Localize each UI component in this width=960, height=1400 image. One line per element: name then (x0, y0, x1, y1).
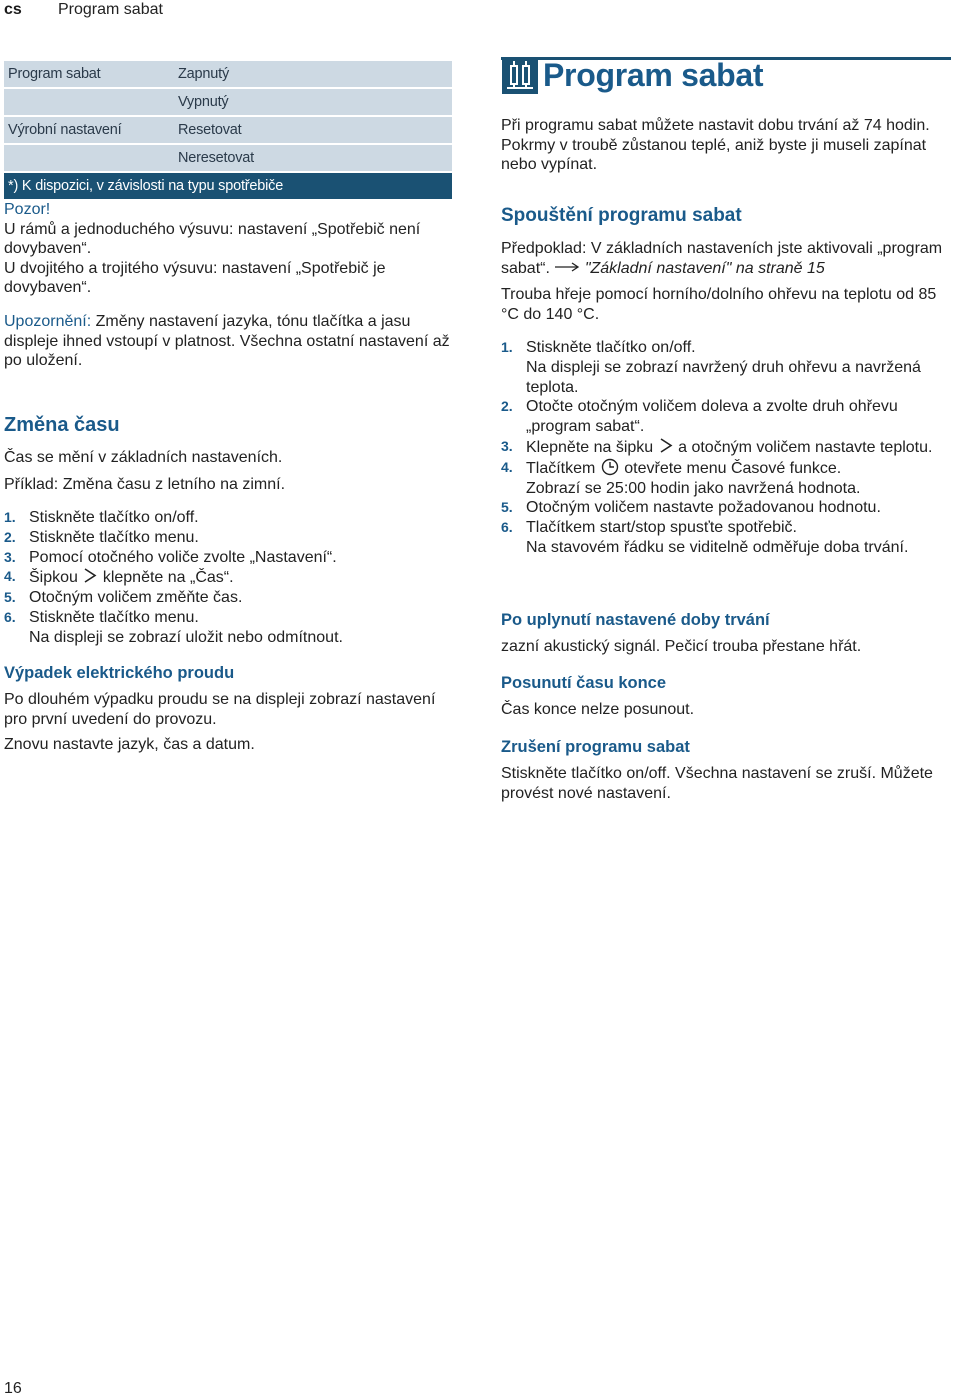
step-number: 4. (4, 568, 16, 585)
table-cell: Program sabat (8, 66, 101, 82)
step-text-part: a otočným voličem nastavte teplotu. (673, 438, 933, 456)
sabbath-program-icon (502, 58, 538, 94)
step-text (526, 437, 951, 458)
step-number: 6. (501, 519, 513, 536)
note-block (4, 312, 452, 371)
table-cell: Vypnutý (178, 94, 229, 110)
list-item (501, 338, 951, 397)
step-text-part: Tlačítkem start/stop spusťte spotřebič. (526, 519, 797, 537)
step-text: Otočte otočným voličem doleva a zvolte druh ohřevu „program sabat“. (526, 398, 898, 436)
settings-table (4, 61, 452, 199)
step-text-part: Na stavovém řádku se viditelně odměřuje doba trvání. (526, 538, 909, 556)
step-text (526, 458, 951, 499)
step-text-part: otevřete menu Časové funkce. (619, 459, 842, 477)
precondition-paragraph (501, 239, 951, 278)
table-cell: Resetovat (178, 122, 242, 138)
steps-list (501, 338, 951, 558)
list-item (501, 458, 951, 499)
section-heading: Spouštění programu sabat (501, 205, 742, 226)
step-text-part: Na displeji se zobrazí navržený druh ohřevu a navržená teplota. (526, 358, 921, 396)
step-number: 2. (501, 398, 513, 415)
step-number: 1. (4, 509, 16, 525)
list-item (501, 498, 951, 518)
step-number: 2. (4, 528, 16, 545)
list-item (501, 437, 951, 458)
table-cell (4, 145, 174, 171)
step-text (526, 338, 951, 397)
list-item (4, 548, 452, 568)
caution-title: Pozor! (4, 201, 51, 218)
step-number: 6. (4, 608, 16, 625)
step-number: 4. (501, 458, 513, 475)
paragraph: zazní akustický signál. Pečicí trouba přestane hřát. (501, 638, 862, 655)
clock-icon (600, 458, 620, 476)
paragraph: Znovu nastavte jazyk, čas a datum. (4, 736, 255, 753)
table-cell: Výrobní nastavení (8, 122, 122, 138)
steps-list (4, 508, 452, 648)
step-text: Pomocí otočného voliče zvolte „Nastavení“. (29, 548, 337, 566)
table-cell: Neresetovat (178, 150, 254, 166)
step-text-part: Klepněte na šipku (526, 438, 654, 456)
footnote-text: *) K dispozici, v závislosti na typu spotřebiče (8, 178, 284, 194)
paragraph: Po dlouhém výpadku proudu se na displeji zobrazí nastavení pro první uvedení do provozu. (4, 691, 436, 728)
paragraph: Příklad: Změna času z letního na zimní. (4, 476, 286, 493)
language-code: cs (4, 1, 22, 18)
section-heading: Výpadek elektrického proudu (4, 664, 235, 682)
list-item (4, 608, 452, 648)
list-item (4, 528, 452, 548)
step-number: 5. (501, 499, 513, 516)
section-heading: Zrušení programu sabat (501, 738, 690, 756)
chevron-right-icon (658, 437, 674, 454)
cross-reference-link[interactable]: "Základní nastavení" na straně 15 (584, 259, 825, 277)
step-text-part: klepněte na „Čas“. (98, 569, 234, 587)
precondition-text: Předpoklad: V základních nastaveních jste aktivovali „program sabat“. (501, 240, 943, 277)
step-text (29, 608, 452, 648)
step-text (526, 518, 951, 558)
list-item (4, 588, 452, 608)
table-row (4, 143, 452, 171)
list-item (4, 508, 452, 528)
step-number: 5. (4, 589, 16, 606)
step-number: 1. (501, 339, 513, 355)
table-row (4, 115, 452, 143)
note-label: Upozornění: (4, 313, 92, 330)
table-footnote (4, 171, 452, 199)
step-number: 3. (4, 548, 16, 565)
paragraph: Stiskněte tlačítko on/off. Všechna nastavení se zruší. Můžete provést nové nastavení. (501, 765, 933, 802)
section-heading: Po uplynutí nastavené doby trvání (501, 611, 770, 629)
step-text-part: Stiskněte tlačítko on/off. (526, 339, 696, 356)
paragraph: Při programu sabat můžete nastavit dobu trvání až 74 hodin. Pokrmy v troubě zůstanou teplé, aniž byste ji museli zapínat nebo vypínat. (501, 117, 930, 173)
step-text: Otočným voličem změňte čas. (29, 589, 243, 607)
step-text-part: Na displeji se zobrazí uložit nebo odmítnout. (29, 628, 343, 646)
paragraph: Trouba hřeje pomocí horního/dolního ohřevu na teplotu od 85 °C do 140 °C. (501, 286, 937, 323)
caution-block (4, 200, 452, 298)
page-title: Program sabat (543, 57, 764, 93)
table-cell: Zapnutý (178, 66, 229, 82)
step-text: Stiskněte tlačítko on/off. (29, 509, 199, 526)
table-row (4, 87, 452, 115)
running-header-title: Program sabat (58, 1, 163, 18)
step-text-part: Zobrazí se 25:00 hodin jako navržená hodnota. (526, 479, 861, 497)
caution-line: U dvojitého a trojitého výsuvu: nastavení „Spotřebič je dovybaven“. (4, 259, 386, 296)
list-item (501, 518, 951, 558)
step-text-part: Šipkou (29, 569, 78, 587)
step-text: Otočným voličem nastavte požadovanou hodnotu. (526, 499, 881, 517)
section-heading: Změna času (4, 414, 120, 436)
step-text: Stiskněte tlačítko menu. (29, 528, 199, 546)
step-text-part: Tlačítkem (526, 459, 596, 477)
paragraph: Čas se mění v základních nastaveních. (4, 449, 283, 466)
step-text (29, 567, 452, 588)
caution-line: U rámů a jednoduchého výsuvu: nastavení „Spotřebič není dovybaven“. (4, 220, 421, 257)
table-row (4, 61, 452, 87)
arrow-right-icon (554, 261, 580, 273)
page-number: 16 (4, 1380, 22, 1397)
step-number: 3. (501, 437, 513, 454)
paragraph: Čas konce nelze posunout. (501, 701, 695, 718)
chevron-right-icon (82, 567, 98, 584)
note-text: Změny nastavení jazyka, tónu tlačítka a jasu displeje ihned vstoupí v platnost. Všechna ostatní nastavení až po uložení. (4, 313, 450, 369)
step-text-part: Stiskněte tlačítko menu. (29, 608, 199, 626)
section-heading: Posunutí času konce (501, 674, 667, 692)
list-item (501, 397, 951, 437)
table-cell (4, 89, 174, 115)
list-item (4, 567, 452, 588)
